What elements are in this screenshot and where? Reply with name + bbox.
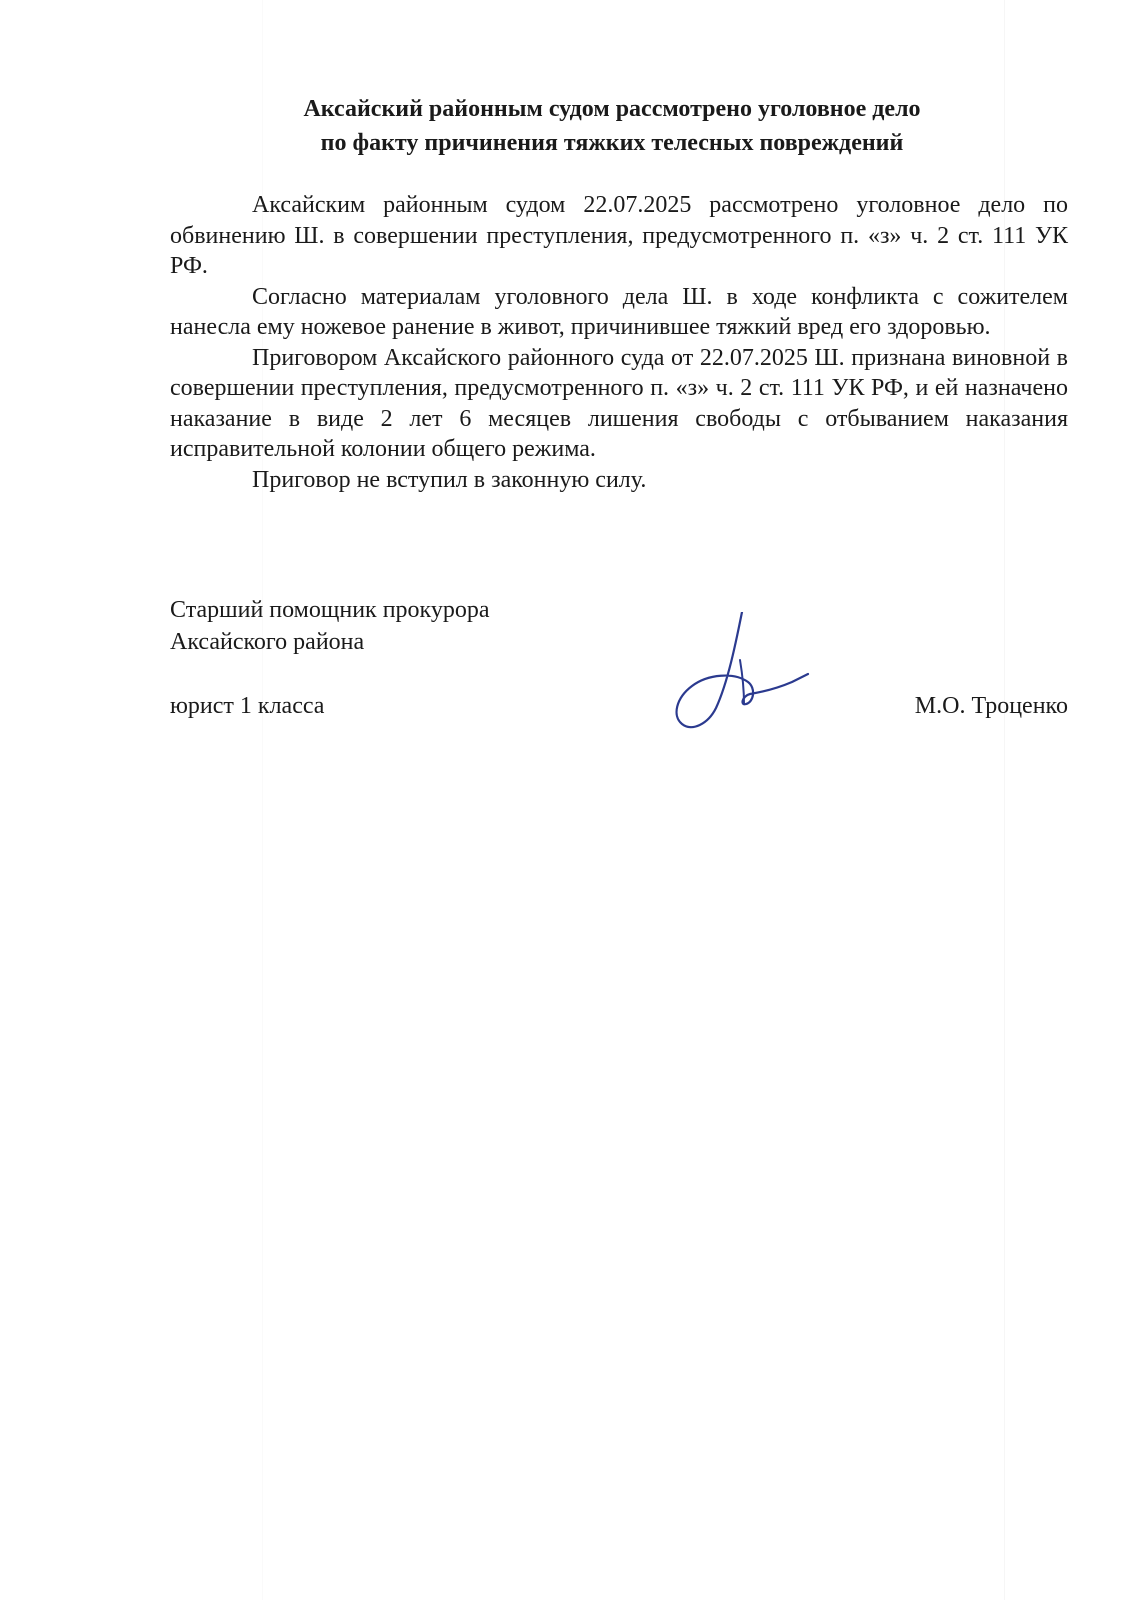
- signatory-rank: юрист 1 класса: [170, 693, 325, 719]
- paragraph: Приговором Аксайского районного суда от 22.07.2025 Ш. признана виновной в совершении преступления, предусмотренного п. «з» ч. 2 ст. 111 УК РФ, и ей назначено наказание в виде 2 лет 6 месяцев лишения свободы с отбыванием наказания исправительной колонии общего режима.: [170, 344, 1068, 462]
- document-title: [170, 92, 1054, 160]
- signer-name: М.О. Троценко: [914, 693, 1068, 719]
- position-line: Старший помощник прокурора: [170, 597, 490, 623]
- paragraph: Аксайским районным судом 22.07.2025 рассмотрено уголовное дело по обвинению Ш. в совершении преступления, предусмотренного п. «з» ч. 2 ст. 111 УК РФ.: [170, 192, 1068, 279]
- signatory-position: [170, 594, 490, 658]
- paragraph: Согласно материалам уголовного дела Ш. в ходе конфликта с сожителем нанесла ему ножевое ранение в живот, причинившее тяжкий вред его здоровью.: [170, 283, 1068, 340]
- position-line: Аксайского района: [170, 629, 365, 655]
- title-line: Аксайский районным судом рассмотрено уголовное дело: [303, 96, 921, 122]
- title-line: по факту причинения тяжких телесных повреждений: [320, 130, 904, 156]
- handwritten-signature: [670, 612, 820, 742]
- document-body: [170, 190, 1068, 495]
- paragraph: Приговор не вступил в законную силу.: [252, 466, 647, 493]
